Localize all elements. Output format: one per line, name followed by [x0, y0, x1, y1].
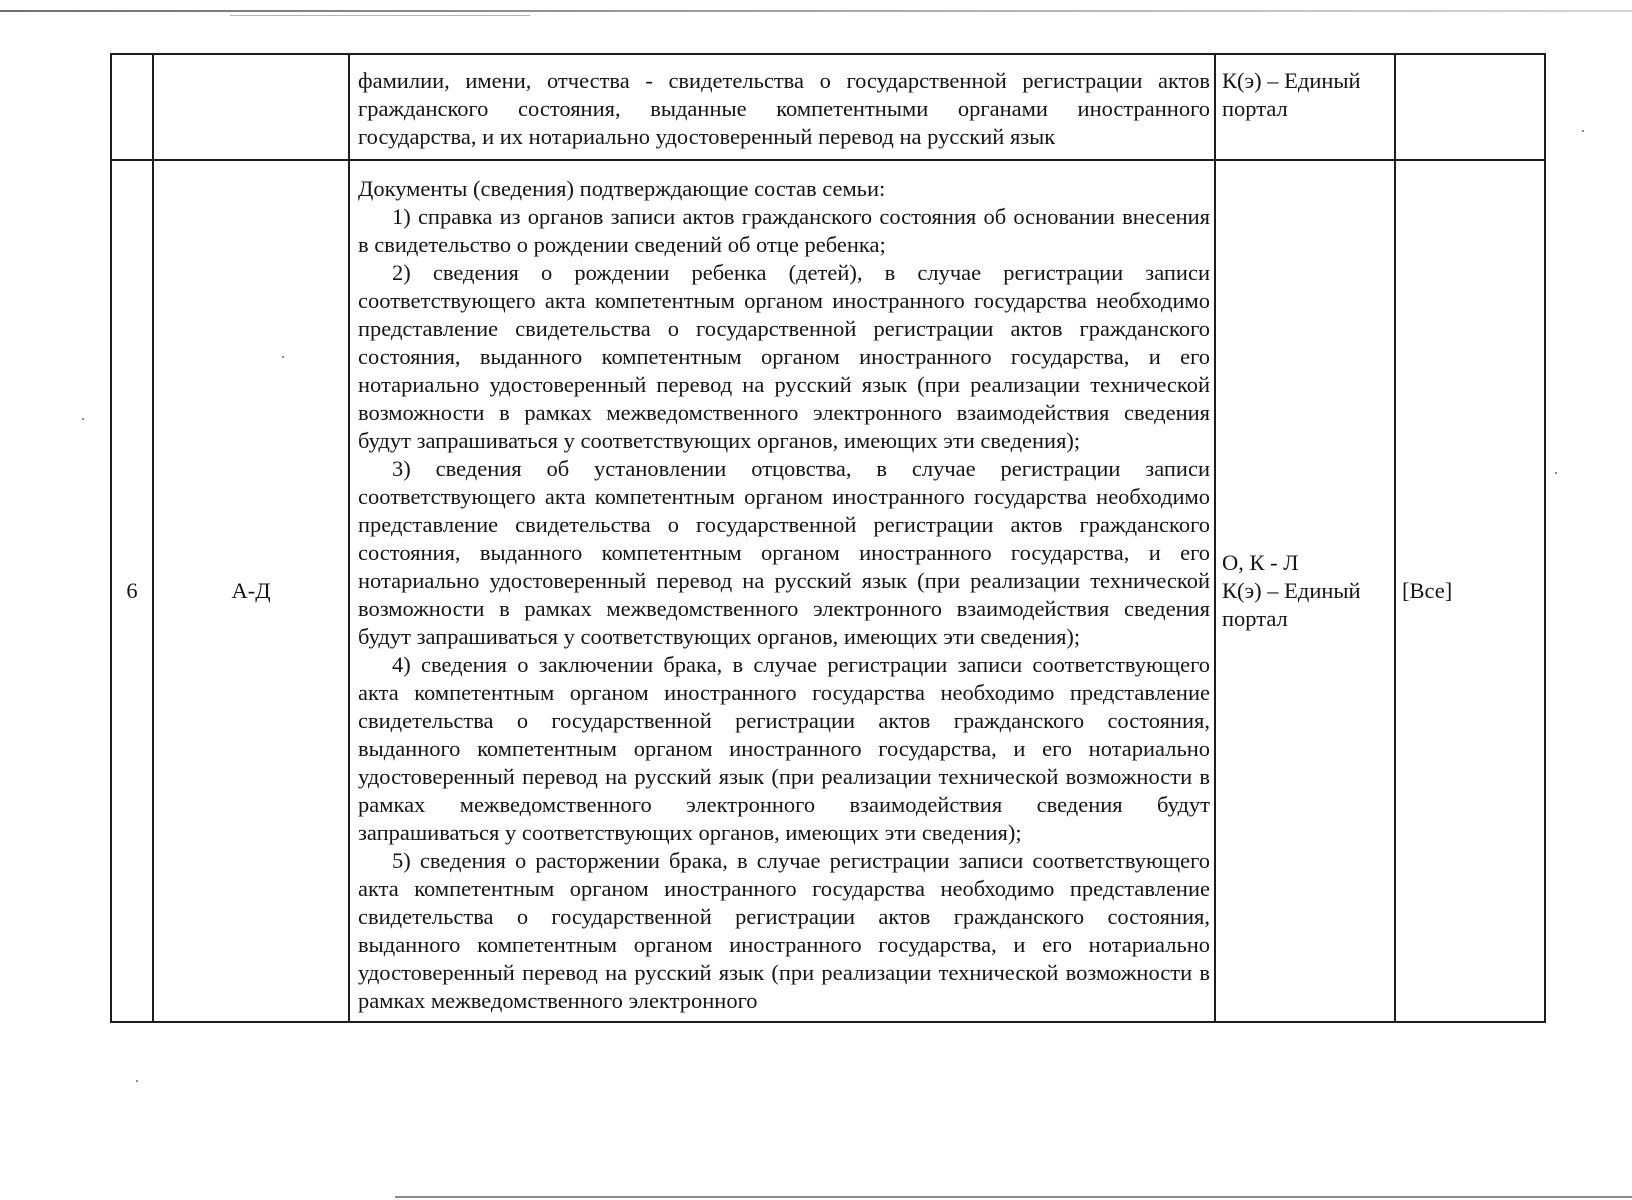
documents-intro: Документы (сведения) подтверждающие состав семьи:	[358, 176, 886, 201]
applicability-cell	[1395, 54, 1545, 160]
submission-cell	[1215, 54, 1395, 160]
submission-line: О, К - Л	[1222, 550, 1299, 575]
scan-speck	[1555, 472, 1557, 474]
document-item: 3) сведения об установлении отцовства, в случае регистрации записи соответствующего акта компетентным органом иностранного государства необходимо представление свидетельства о государственной регистрации актов гражданского состояния, выданного компетентным органом иностранного государства, и его нотариально удостоверенный перевод на русский язык (при реализации технической возможности в рамках межведомственного электронного взаимодействия сведения будут запрашиваться у соответствующих органов, имеющих эти сведения);	[358, 456, 1210, 649]
scan-edge-top-secondary	[230, 15, 530, 16]
submission-cell	[1215, 160, 1395, 1022]
document-item: 5) сведения о расторжении брака, в случае регистрации записи соответствующего акта компетентным органом иностранного государства необходимо представление свидетельства о государственной регистрации актов гражданского состояния, выданного компетентным органом иностранного государства, и его нотариально удостоверенный перевод на русский язык (при реализации технической возможности в рамках межведомственного электронного	[358, 848, 1210, 1013]
scan-edge-bottom	[395, 1196, 1632, 1198]
scan-speck	[1582, 130, 1584, 132]
applicability-value: [Все]	[1402, 578, 1453, 603]
documents-cell	[349, 160, 1215, 1022]
document-table	[110, 53, 1546, 1023]
row-number-cell	[111, 160, 153, 1022]
scan-edge-top	[0, 10, 1632, 12]
row-number: 6	[126, 578, 138, 603]
submission-line: портал	[1222, 606, 1288, 631]
table-row	[111, 54, 1545, 160]
submission-line: К(э) – Единый	[1222, 578, 1361, 603]
submission-line: портал	[1222, 96, 1288, 121]
document-item: 2) сведения о рождении ребенка (детей), в случае регистрации записи соответствующего акта компетентным органом иностранного государства необходимо представление свидетельства о государственной регистрации актов гражданского состояния, выданного компетентным органом иностранного государства, и его нотариально удостоверенный перевод на русский язык (при реализации технической возможности в рамках межведомственного электронного взаимодействия сведения будут запрашиваться у соответствующих органов, имеющих эти сведения);	[358, 260, 1210, 453]
document-item: 1) справка из органов записи актов гражданского состояния об основании внесения в свидетельство о рождении сведений об отце ребенка;	[358, 204, 1210, 257]
category-cell	[153, 160, 349, 1022]
table-row	[111, 160, 1545, 1022]
documents-cell	[349, 54, 1215, 160]
scan-speck	[136, 1080, 138, 1082]
document-item: 4) сведения о заключении брака, в случае регистрации записи соответствующего акта компетентным органом иностранного государства необходимо представление свидетельства о государственной регистрации актов гражданского состояния, выданного компетентным органом иностранного государства, и его нотариально удостоверенный перевод на русский язык (при реализации технической возможности в рамках межведомственного электронного взаимодействия сведения будут запрашиваться у соответствующих органов, имеющих эти сведения);	[358, 652, 1210, 845]
document-text: фамилии, имени, отчества - свидетельства о государственной регистрации актов гражданского состояния, выданные компетентными органами иностранного государства, и их нотариально удостоверенный перевод на русский язык	[358, 68, 1210, 149]
submission-line: К(э) – Единый	[1222, 68, 1361, 93]
category-cell	[153, 54, 349, 160]
category-code: А-Д	[231, 578, 271, 603]
row-number-cell	[111, 54, 153, 160]
scan-speck	[82, 418, 84, 420]
applicability-cell	[1395, 160, 1545, 1022]
